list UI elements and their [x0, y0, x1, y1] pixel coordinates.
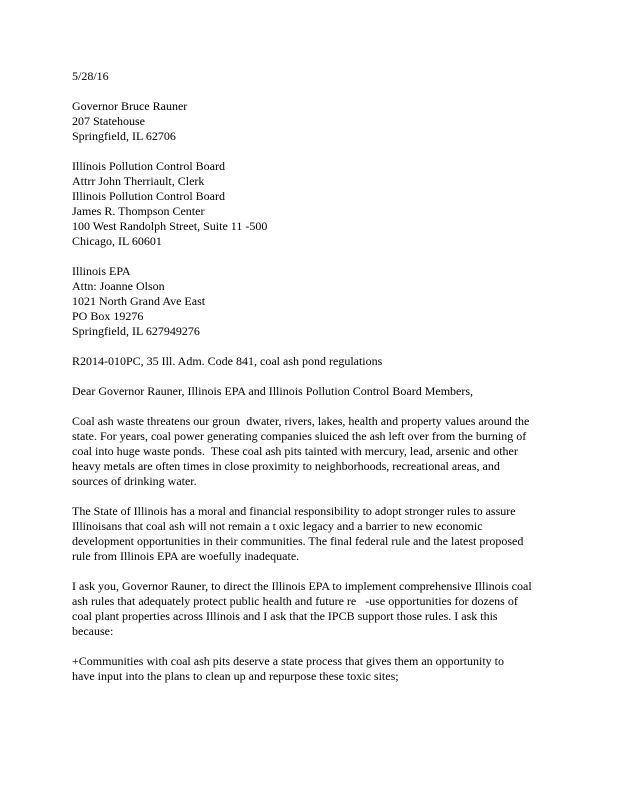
address-line: Governor Bruce Rauner: [72, 99, 188, 113]
address-line: Attn: Joanne Olson: [72, 279, 165, 293]
address-line: Springfield, IL 627949276: [72, 324, 200, 338]
paragraph-line: coal into huge waste ponds. These coal ash pits tainted with mercury, lead, arsenic and other: [72, 444, 518, 458]
address-line: Illinois EPA: [72, 264, 131, 278]
address-line: Attrr John Therriault, Clerk: [72, 174, 205, 188]
address-line: PO Box 19276: [72, 309, 144, 323]
address-line: James R. Thompson Center: [72, 204, 205, 218]
paragraph-line: have input into the plans to clean up and repurpose these toxic sites;: [72, 669, 399, 683]
subject-line: R2014-010PC, 35 Ill. Adm. Code 841, coal ash pond regulations: [72, 354, 383, 368]
paragraph-line: because:: [72, 624, 114, 638]
paragraph-line: rule from Illinois EPA are woefully inadequate.: [72, 549, 300, 563]
paragraph-line: coal plant properties across Illinois and I ask that the IPCB support those rules. I ask this: [72, 609, 498, 623]
paragraph-line: sources of drinking water.: [72, 474, 197, 488]
paragraph-line: I ask you, Governor Rauner, to direct the Illinois EPA to implement comprehensive Illinois coal: [72, 579, 532, 593]
paragraph-line: state. For years, coal power generating companies sluiced the ash left over from the burning of: [72, 429, 527, 443]
recipient-address-blocks: [72, 99, 552, 339]
letter-date: 5/28/16: [72, 69, 109, 83]
address-line: 1021 North Grand Ave East: [72, 294, 206, 308]
body-paragraph: [72, 414, 552, 489]
address-block: [72, 159, 552, 249]
salutation: Dear Governor Rauner, Illinois EPA and Illinois Pollution Control Board Members,: [72, 384, 474, 398]
paragraph-line: heavy metals are often times in close proximity to neighborhoods, recreational areas, and: [72, 459, 500, 473]
address-line: Chicago, IL 60601: [72, 234, 162, 248]
paragraph-line: Coal ash waste threatens our groun dwater, rivers, lakes, health and property values around the: [72, 414, 530, 428]
paragraph-line: The State of Illinois has a moral and financial responsibility to adopt stronger rules to assure: [72, 504, 516, 518]
paragraph-line: ash rules that adequately protect public health and future re -use opportunities for dozens of: [72, 594, 518, 608]
address-line: Illinois Pollution Control Board: [72, 189, 226, 203]
paragraph-line: +Communities with coal ash pits deserve a state process that gives them an opportunity to: [72, 654, 505, 668]
address-block: [72, 99, 552, 144]
address-line: Illinois Pollution Control Board: [72, 159, 226, 173]
address-line: 100 West Randolph Street, Suite 11 -500: [72, 219, 268, 233]
body-paragraphs: [72, 414, 552, 684]
paragraph-line: Illinoisans that coal ash will not remain a t oxic legacy and a barrier to new economic: [72, 519, 483, 533]
paragraph-line: development opportunities in their communities. The final federal rule and the latest proposed: [72, 534, 524, 548]
address-line: 207 Statehouse: [72, 114, 145, 128]
body-paragraph: [72, 654, 552, 684]
body-paragraph: [72, 579, 552, 639]
address-block: [72, 264, 552, 339]
body-paragraph: [72, 504, 552, 564]
address-line: Springfield, IL 62706: [72, 129, 176, 143]
